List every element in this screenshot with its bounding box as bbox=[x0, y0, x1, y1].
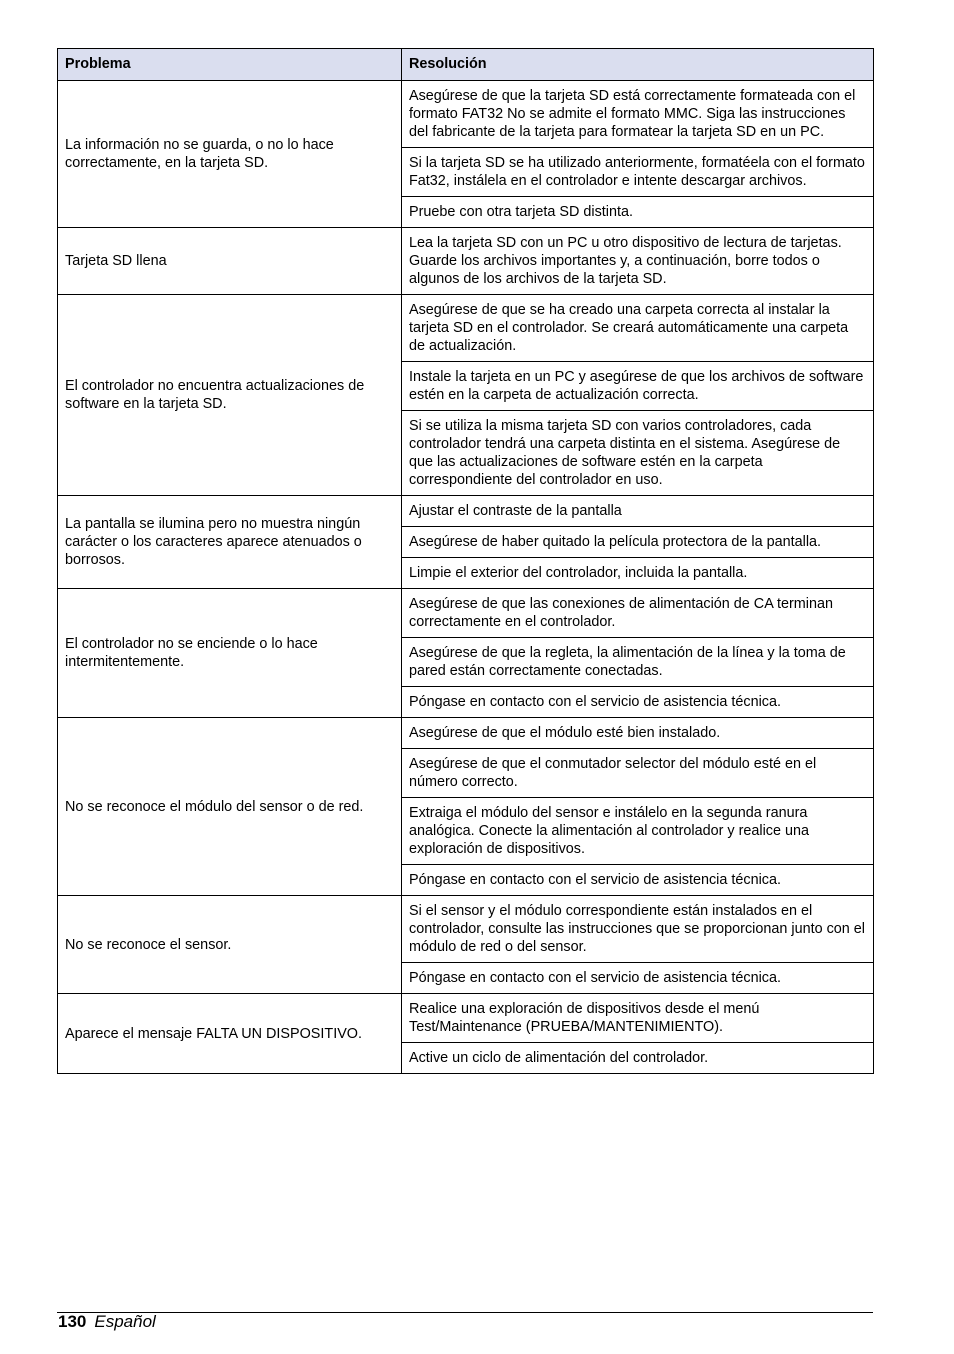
resolution-cell: Active un ciclo de alimentación del controlador. bbox=[402, 1043, 874, 1074]
page-footer bbox=[58, 1312, 156, 1332]
footer-divider bbox=[57, 1312, 873, 1313]
footer-language: Español bbox=[94, 1312, 156, 1331]
table-row bbox=[58, 589, 874, 638]
resolution-cell: Pruebe con otra tarjeta SD distinta. bbox=[402, 197, 874, 228]
resolution-cell: Si se utiliza la misma tarjeta SD con varios controladores, cada controlador tendrá una carpeta distinta en el sistema. Asegúrese de que las actualizaciones de software estén en la carpeta correspondiente del controlador en uso. bbox=[402, 411, 874, 496]
resolution-cell: Si la tarjeta SD se ha utilizado anteriormente, formatéela con el formato Fat32, instálela en el controlador e intente descargar archivos. bbox=[402, 148, 874, 197]
resolution-cell: Ajustar el contraste de la pantalla bbox=[402, 496, 874, 527]
resolution-cell: Póngase en contacto con el servicio de asistencia técnica. bbox=[402, 963, 874, 994]
header-problem: Problema bbox=[58, 49, 402, 81]
resolution-cell: Póngase en contacto con el servicio de asistencia técnica. bbox=[402, 687, 874, 718]
resolution-cell: Si el sensor y el módulo correspondiente están instalados en el controlador, consulte las instrucciones que se proporcionan junto con el módulo de red o del sensor. bbox=[402, 896, 874, 963]
troubleshooting-table bbox=[57, 48, 874, 1074]
header-resolution: Resolución bbox=[402, 49, 874, 81]
resolution-cell: Asegúrese de que se ha creado una carpeta correcta al instalar la tarjeta SD en el controlador. Se creará automáticamente una carpeta de actualización. bbox=[402, 295, 874, 362]
resolution-cell: Limpie el exterior del controlador, incluida la pantalla. bbox=[402, 558, 874, 589]
resolution-cell: Lea la tarjeta SD con un PC u otro dispositivo de lectura de tarjetas. Guarde los archivos importantes y, a continuación, borre todos o algunos de los archivos de la tarjeta SD. bbox=[402, 228, 874, 295]
problem-cell: El controlador no se enciende o lo hace intermitentemente. bbox=[58, 589, 402, 718]
problem-cell: No se reconoce el módulo del sensor o de red. bbox=[58, 718, 402, 896]
problem-cell: No se reconoce el sensor. bbox=[58, 896, 402, 994]
resolution-cell: Realice una exploración de dispositivos desde el menú Test/Maintenance (PRUEBA/MANTENIMIENTO). bbox=[402, 994, 874, 1043]
page-number: 130 bbox=[58, 1312, 87, 1331]
problem-cell: La pantalla se ilumina pero no muestra ningún carácter o los caracteres aparece atenuados o borrosos. bbox=[58, 496, 402, 589]
table-row bbox=[58, 81, 874, 148]
resolution-cell: Instale la tarjeta en un PC y asegúrese de que los archivos de software estén en la carpeta de actualización correcta. bbox=[402, 362, 874, 411]
problem-cell: Tarjeta SD llena bbox=[58, 228, 402, 295]
resolution-cell: Póngase en contacto con el servicio de asistencia técnica. bbox=[402, 865, 874, 896]
table-row bbox=[58, 994, 874, 1043]
table-row bbox=[58, 718, 874, 749]
table-row bbox=[58, 228, 874, 295]
resolution-cell: Asegúrese de que las conexiones de alimentación de CA terminan correctamente en el controlador. bbox=[402, 589, 874, 638]
table-row bbox=[58, 496, 874, 527]
resolution-cell: Asegúrese de que la tarjeta SD está correctamente formateada con el formato FAT32 No se admite el formato MMC. Siga las instrucciones del fabricante de la tarjeta para formatear la tarjeta SD en un PC. bbox=[402, 81, 874, 148]
problem-cell: El controlador no encuentra actualizaciones de software en la tarjeta SD. bbox=[58, 295, 402, 496]
resolution-cell: Extraiga el módulo del sensor e instálelo en la segunda ranura analógica. Conecte la alimentación al controlador y realice una exploración de dispositivos. bbox=[402, 798, 874, 865]
resolution-cell: Asegúrese de que la regleta, la alimentación de la línea y la toma de pared están correctamente conectadas. bbox=[402, 638, 874, 687]
resolution-cell: Asegúrese de que el módulo esté bien instalado. bbox=[402, 718, 874, 749]
problem-cell: La información no se guarda, o no lo hace correctamente, en la tarjeta SD. bbox=[58, 81, 402, 228]
table-row bbox=[58, 896, 874, 963]
table-header-row bbox=[58, 49, 874, 81]
resolution-cell: Asegúrese de haber quitado la película protectora de la pantalla. bbox=[402, 527, 874, 558]
resolution-cell: Asegúrese de que el conmutador selector del módulo esté en el número correcto. bbox=[402, 749, 874, 798]
table-row bbox=[58, 295, 874, 362]
problem-cell: Aparece el mensaje FALTA UN DISPOSITIVO. bbox=[58, 994, 402, 1074]
